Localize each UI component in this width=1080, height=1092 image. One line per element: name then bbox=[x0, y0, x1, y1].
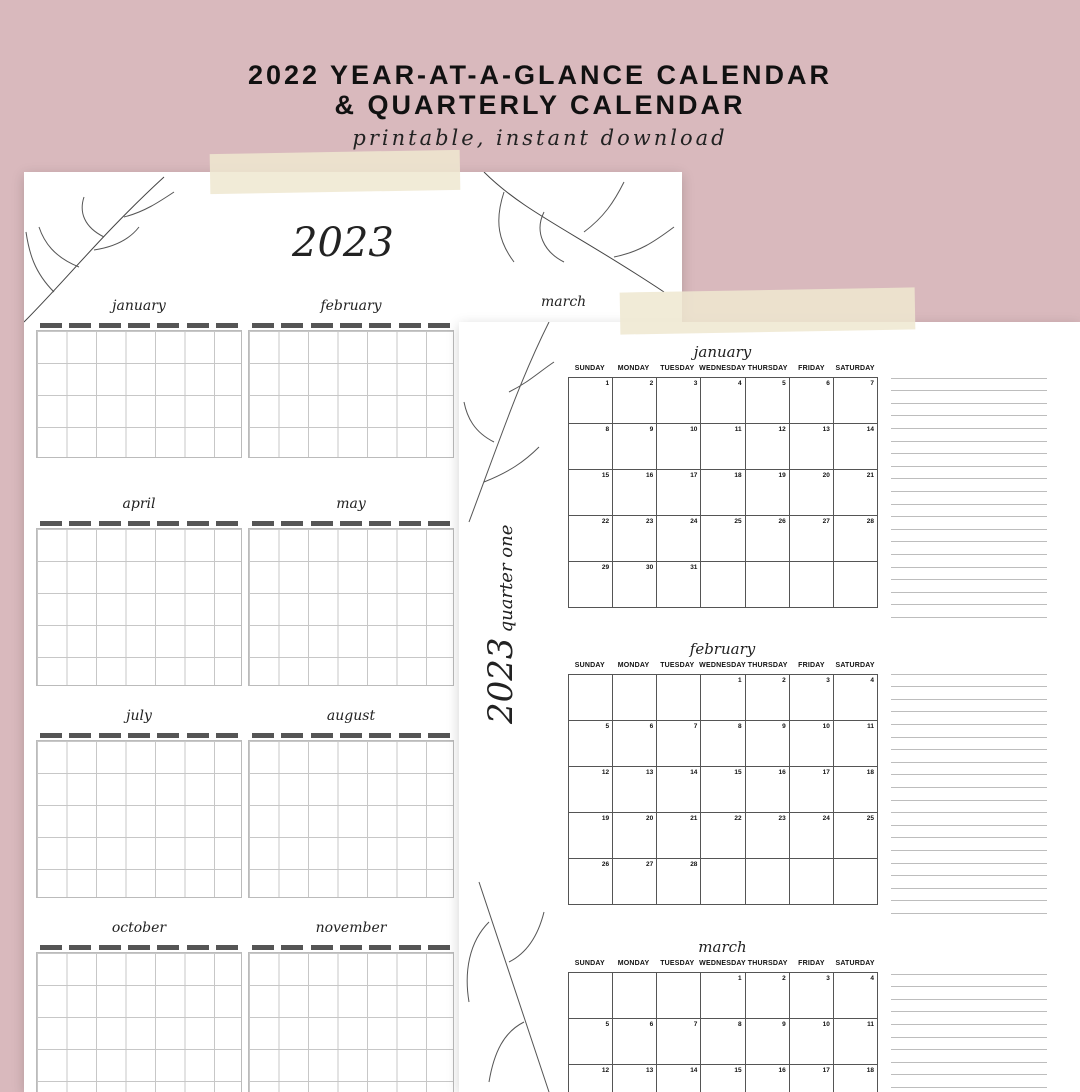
mini-month bbox=[248, 496, 454, 686]
month-name: march bbox=[541, 294, 587, 310]
washi-tape bbox=[210, 150, 461, 194]
year-title: 2023 bbox=[292, 220, 394, 266]
washi-tape bbox=[620, 287, 916, 334]
quarter-label bbox=[481, 525, 521, 724]
notes-lines bbox=[891, 962, 1047, 1088]
mini-month bbox=[248, 708, 454, 898]
month-title: march bbox=[698, 938, 747, 956]
month-name: july bbox=[126, 708, 152, 724]
month-name: february bbox=[320, 298, 382, 314]
month-title: february bbox=[689, 640, 756, 658]
weekday-header: SUNDAY MONDAY TUESDAY WEDNESDAY THURSDAY FRIDAY SATURDAY bbox=[574, 365, 875, 372]
mini-month bbox=[36, 298, 242, 458]
quarterly-sheet bbox=[459, 322, 1080, 1092]
month-name: august bbox=[326, 708, 376, 724]
title bbox=[0, 60, 1080, 120]
month-name: may bbox=[336, 496, 366, 512]
month-title: january bbox=[693, 343, 752, 361]
quarter-name: quarter one bbox=[496, 524, 517, 633]
weekday-header: SUNDAY MONDAY TUESDAY WEDNESDAY THURSDAY FRIDAY SATURDAY bbox=[574, 960, 875, 967]
month-name: april bbox=[122, 496, 156, 512]
mini-month bbox=[36, 496, 242, 686]
month-grid: 1 2 3 4 5 6 7 8 9 10 11 12 13 14 15 16 17 18 19 20 21 22 23 24 25 26 27 28 bbox=[568, 674, 878, 905]
mini-month bbox=[248, 920, 454, 1092]
month-grid: 1 2 3 4 5 6 7 8 9 10 11 12 13 14 15 16 17 18 19 20 21 22 23 24 25 26 27 28 29 30 31 bbox=[568, 377, 878, 608]
subtitle: printable, instant download bbox=[352, 126, 728, 150]
notes-lines bbox=[891, 662, 1047, 914]
month-name: november bbox=[315, 920, 387, 936]
mini-month bbox=[248, 298, 454, 458]
month-name: january bbox=[112, 298, 166, 314]
weekday-header: SUNDAY MONDAY TUESDAY WEDNESDAY THURSDAY FRIDAY SATURDAY bbox=[574, 662, 875, 669]
notes-lines bbox=[891, 366, 1047, 618]
quarter-year: 2023 bbox=[481, 637, 521, 724]
month-name: october bbox=[111, 920, 167, 936]
month-grid: 1 2 3 4 5 6 7 8 9 10 11 12 13 14 15 16 17 18 bbox=[568, 972, 878, 1092]
title-line-1: 2022 YEAR-AT-A-GLANCE CALENDAR bbox=[247, 60, 833, 90]
mini-month bbox=[36, 920, 242, 1092]
title-line-2: & QUARTERLY CALENDAR bbox=[334, 90, 746, 120]
mini-month bbox=[36, 708, 242, 898]
